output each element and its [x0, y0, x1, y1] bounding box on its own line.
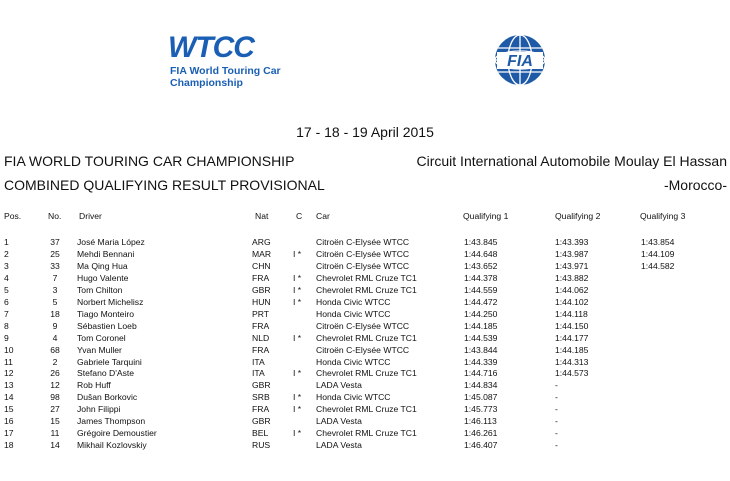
table-row [0, 345, 730, 356]
cell-car: Chevrolet RML Cruze TC1 [316, 332, 417, 343]
cell-driver: José Maria López [77, 237, 145, 247]
fia-wordmark: FIA [507, 53, 533, 70]
cell-q1: 1:43.845 [464, 237, 498, 247]
cell-driver: Yvan Muller [77, 344, 122, 355]
cell-car: Honda Civic WTCC [316, 356, 391, 367]
fia-globe-icon [488, 34, 552, 86]
cell-pos: 17 [4, 428, 14, 439]
cell-pos: 10 [4, 344, 14, 355]
cell-pos: 1 [4, 237, 9, 247]
col-header-c: C [296, 211, 303, 221]
col-header-driver: Driver [79, 211, 102, 221]
cell-q1: 1:44.339 [464, 356, 498, 367]
table-row [0, 440, 730, 451]
wtcc-wordmark: WTCC [168, 31, 254, 64]
cell-no: 18 [50, 308, 60, 319]
championship-title: FIA WORLD TOURING CAR CHAMPIONSHIP [4, 153, 295, 169]
cell-q2: 1:44.118 [555, 308, 588, 319]
cell-car: Honda Civic WTCC [316, 392, 391, 403]
cell-q1: 1:44.834 [464, 380, 498, 391]
cell-nat: ARG [252, 237, 271, 247]
cell-q2: 1:44.313 [555, 356, 589, 367]
cell-nat: HUN [252, 296, 271, 307]
country-name: -Morocco- [663, 177, 727, 193]
cell-q1: 1:44.559 [464, 284, 498, 295]
cell-no: 14 [50, 440, 60, 451]
cell-pos: 9 [4, 332, 9, 343]
cell-q2: 1:43.393 [555, 237, 589, 247]
cell-pos: 4 [4, 272, 9, 283]
cell-q1: 1:46.407 [464, 440, 498, 451]
cell-no: 4 [52, 332, 58, 343]
cell-driver: John Filippi [77, 404, 121, 415]
table-row [0, 368, 730, 379]
cell-pos: 8 [4, 320, 9, 331]
wtcc-logo [166, 33, 291, 93]
table-row [0, 404, 730, 415]
session-title: COMBINED QUALIFYING RESULT PROVISIONAL [4, 177, 325, 193]
cell-driver: Tom Coronel [77, 332, 126, 343]
cell-driver: Gabriele Tarquini [77, 356, 142, 367]
cell-no: 37 [50, 237, 60, 247]
wtcc-subtitle-line1: FIA World Touring Car [170, 65, 281, 77]
table-row [0, 237, 730, 248]
cell-car: Honda Civic WTCC [316, 296, 391, 307]
cell-car: LADA Vesta [316, 440, 362, 451]
cell-no: 9 [52, 320, 58, 331]
cell-nat: FRA [252, 272, 270, 283]
cell-car: Citroën C-Elysée WTCC [316, 248, 410, 259]
circuit-name: Circuit International Automobile Moulay El Hassan [416, 153, 727, 169]
cell-q2: 1:44.177 [555, 332, 589, 343]
cell-q2: - [555, 440, 558, 451]
col-header-no: No. [48, 211, 62, 221]
cell-driver: James Thompson [77, 416, 146, 427]
cell-nat: SRB [252, 392, 270, 403]
cell-q1: 1:44.648 [464, 248, 498, 259]
cell-q2: - [555, 404, 558, 415]
cell-car: Citroën C-Elysée WTCC [316, 320, 410, 331]
table-row [0, 285, 730, 296]
cell-pos: 3 [4, 260, 9, 271]
cell-c: I * [293, 248, 302, 259]
cell-pos: 15 [4, 404, 14, 415]
table-row [0, 333, 730, 344]
cell-pos: 5 [4, 284, 9, 295]
table-row [0, 273, 730, 284]
cell-nat: MAR [252, 248, 272, 259]
cell-q1: 1:46.113 [464, 416, 497, 427]
cell-c: I * [293, 296, 302, 307]
col-header-q2: Qualifying 2 [555, 211, 601, 221]
col-header-q1: Qualifying 1 [463, 211, 509, 221]
cell-c: I * [293, 404, 302, 415]
cell-car: LADA Vesta [316, 380, 362, 391]
cell-car: Citroën C-Elysée WTCC [316, 344, 410, 355]
cell-nat: PRT [252, 308, 270, 319]
cell-nat: ITA [252, 356, 265, 367]
cell-nat: GBR [252, 416, 271, 427]
cell-q2: 1:44.062 [555, 284, 589, 295]
cell-car: Chevrolet RML Cruze TC1 [316, 428, 417, 439]
cell-no: 7 [52, 272, 58, 283]
cell-nat: GBR [252, 380, 271, 391]
cell-nat: FRA [252, 320, 270, 331]
cell-q2: - [555, 380, 558, 391]
cell-q2: 1:44.150 [555, 320, 589, 331]
table-row [0, 380, 730, 391]
table-row [0, 392, 730, 403]
cell-pos: 12 [4, 368, 14, 379]
cell-car: Honda Civic WTCC [316, 308, 391, 319]
cell-nat: GBR [252, 284, 271, 295]
cell-q1: 1:44.716 [464, 368, 498, 379]
cell-q1: 1:43.844 [464, 344, 498, 355]
cell-driver: Ma Qing Hua [77, 260, 128, 271]
cell-no: 26 [50, 368, 60, 379]
cell-no: 25 [50, 248, 60, 259]
cell-nat: CHN [252, 260, 271, 271]
cell-q1: 1:44.472 [464, 296, 498, 307]
cell-driver: Sébastien Loeb [77, 320, 137, 331]
cell-nat: ITA [252, 368, 265, 379]
cell-driver: Tiago Monteiro [77, 308, 135, 319]
cell-no: 3 [52, 284, 58, 295]
cell-no: 12 [50, 380, 60, 391]
table-row [0, 297, 730, 308]
cell-q2: 1:44.102 [555, 296, 589, 307]
col-header-nat: Nat [255, 211, 269, 221]
cell-c: I * [293, 332, 302, 343]
cell-c: I * [293, 428, 302, 439]
cell-nat: NLD [252, 332, 270, 343]
cell-nat: FRA [252, 404, 270, 415]
cell-driver: Norbert Michelisz [77, 296, 144, 307]
cell-car: Chevrolet RML Cruze TC1 [316, 284, 417, 295]
cell-q1: 1:44.539 [464, 332, 498, 343]
cell-driver: Dušan Borkovic [77, 392, 138, 403]
cell-q2: 1:43.971 [555, 260, 589, 271]
cell-driver: Rob Huff [77, 380, 111, 391]
cell-q2: - [555, 416, 558, 427]
event-dates: 17 - 18 - 19 April 2015 [296, 124, 434, 140]
wtcc-subtitle [170, 65, 281, 89]
cell-no: 68 [50, 344, 60, 355]
table-row [0, 321, 730, 332]
cell-car: Chevrolet RML Cruze TC1 [316, 272, 417, 283]
cell-driver: Mikhail Kozlovskiy [77, 440, 147, 451]
cell-driver: Tom Chilton [77, 284, 123, 295]
cell-driver: Grégoire Demoustier [77, 428, 157, 439]
cell-c: I * [293, 284, 302, 295]
cell-q2: 1:44.185 [555, 344, 589, 355]
cell-q2: 1:43.987 [555, 248, 589, 259]
cell-pos: 18 [4, 440, 14, 451]
cell-q1: 1:45.087 [464, 392, 498, 403]
cell-c: I * [293, 272, 302, 283]
col-header-q3: Qualifying 3 [640, 211, 686, 221]
cell-car: Citroën C-Elysée WTCC [316, 260, 410, 271]
cell-driver: Mehdi Bennani [77, 248, 135, 259]
cell-q1: 1:44.185 [464, 320, 498, 331]
cell-q2: 1:43.882 [555, 272, 589, 283]
cell-q2: - [555, 428, 558, 439]
table-row [0, 428, 730, 439]
cell-nat: RUS [252, 440, 271, 451]
cell-q1: 1:46.261 [464, 428, 498, 439]
cell-car: Chevrolet RML Cruze TC1 [316, 404, 417, 415]
cell-pos: 11 [4, 356, 13, 367]
table-row [0, 261, 730, 272]
col-header-car: Car [316, 211, 330, 221]
cell-c: I * [293, 368, 302, 379]
cell-q2: 1:44.573 [555, 368, 589, 379]
cell-q2: - [555, 392, 558, 403]
cell-q1: 1:44.250 [464, 308, 498, 319]
cell-pos: 7 [4, 308, 9, 319]
table-row [0, 249, 730, 260]
cell-q1: 1:43.652 [464, 260, 498, 271]
cell-pos: 13 [4, 380, 14, 391]
cell-c: I * [293, 392, 302, 403]
cell-pos: 2 [4, 248, 9, 259]
cell-q1: 1:45.773 [464, 404, 498, 415]
cell-nat: BEL [252, 428, 269, 439]
cell-q3: 1:44.109 [641, 248, 675, 259]
cell-nat: FRA [252, 344, 270, 355]
cell-pos: 6 [4, 296, 9, 307]
table-row [0, 416, 730, 427]
cell-no: 33 [50, 260, 60, 271]
cell-no: 15 [50, 416, 60, 427]
cell-no: 11 [50, 428, 60, 439]
cell-q3: 1:44.582 [641, 260, 675, 271]
table-row [0, 309, 730, 320]
cell-no: 98 [50, 392, 60, 403]
cell-car: LADA Vesta [316, 416, 362, 427]
wtcc-subtitle-line2: Championship [170, 77, 243, 89]
cell-driver: Hugo Valente [77, 272, 129, 283]
fia-globe-logo [488, 34, 552, 86]
cell-pos: 14 [4, 392, 14, 403]
cell-no: 27 [50, 404, 60, 415]
cell-q3: 1:43.854 [641, 237, 675, 247]
cell-car: Chevrolet RML Cruze TC1 [316, 368, 417, 379]
cell-no: 2 [52, 356, 58, 367]
cell-q1: 1:44.378 [464, 272, 498, 283]
cell-car: Citroën C-Elysée WTCC [316, 237, 410, 247]
cell-driver: Stefano D'Aste [77, 368, 135, 379]
col-header-pos: Pos. [4, 211, 22, 221]
cell-no: 5 [52, 296, 58, 307]
cell-pos: 16 [4, 416, 14, 427]
table-row [0, 357, 730, 368]
